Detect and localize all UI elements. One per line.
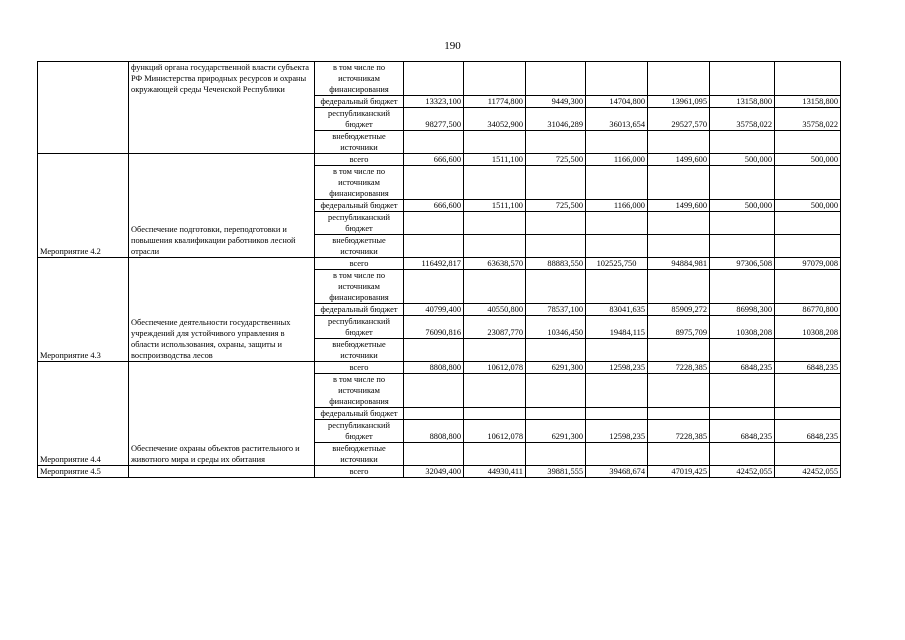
amount-cell: 6848,235: [775, 420, 841, 443]
funding-source: республиканский бюджет: [315, 420, 404, 443]
table-row: [38, 362, 841, 374]
amount-cell: [648, 270, 710, 304]
amount-cell: [710, 339, 775, 362]
amount-cell: [586, 443, 648, 466]
amount-cell: 500,000: [775, 154, 841, 166]
amount-cell: 35758,022: [710, 108, 775, 131]
amount-cell: 1511,100: [464, 200, 526, 212]
funding-source: в том числе по источникам финансирования: [315, 374, 404, 408]
amount-cell: [710, 270, 775, 304]
amount-cell: 10346,450: [526, 316, 586, 339]
measure-code: Мероприятие 4.5: [38, 466, 129, 478]
amount-cell: 7228,385: [648, 420, 710, 443]
amount-cell: 6848,235: [775, 362, 841, 374]
amount-cell: 725,500: [526, 154, 586, 166]
amount-cell: [775, 443, 841, 466]
measure-code: [38, 62, 129, 154]
amount-cell: [464, 339, 526, 362]
amount-cell: [775, 408, 841, 420]
amount-cell: [464, 374, 526, 408]
funding-source: всего: [315, 258, 404, 270]
amount-cell: 10612,078: [464, 420, 526, 443]
funding-source: федеральный бюджет: [315, 200, 404, 212]
amount-cell: 10308,208: [775, 316, 841, 339]
amount-cell: [586, 131, 648, 154]
funding-source: республиканский бюджет: [315, 316, 404, 339]
amount-cell: 34052,900: [464, 108, 526, 131]
amount-cell: [526, 339, 586, 362]
amount-cell: [648, 166, 710, 200]
amount-cell: 500,000: [710, 154, 775, 166]
amount-cell: [648, 443, 710, 466]
amount-cell: 1499,600: [648, 154, 710, 166]
amount-cell: [710, 166, 775, 200]
amount-cell: 86998,300: [710, 304, 775, 316]
amount-cell: 13323,100: [404, 96, 464, 108]
amount-cell: [464, 270, 526, 304]
amount-cell: 8808,800: [404, 420, 464, 443]
amount-cell: 40799,400: [404, 304, 464, 316]
amount-cell: 32049,400: [404, 466, 464, 478]
amount-cell: [586, 408, 648, 420]
amount-cell: 85909,272: [648, 304, 710, 316]
table-row: [38, 62, 841, 96]
amount-cell: [586, 339, 648, 362]
amount-cell: 42452,055: [775, 466, 841, 478]
amount-cell: 1166,000: [586, 154, 648, 166]
measure-description: [129, 466, 315, 478]
amount-cell: [404, 62, 464, 96]
amount-cell: [586, 235, 648, 258]
amount-cell: 6291,300: [526, 362, 586, 374]
amount-cell: [710, 131, 775, 154]
amount-cell: [404, 235, 464, 258]
amount-cell: [404, 339, 464, 362]
funding-source: всего: [315, 362, 404, 374]
amount-cell: 10612,078: [464, 362, 526, 374]
amount-cell: 13158,800: [710, 96, 775, 108]
amount-cell: [464, 62, 526, 96]
amount-cell: [526, 270, 586, 304]
amount-cell: 39468,674: [586, 466, 648, 478]
amount-cell: 31046,289: [526, 108, 586, 131]
amount-cell: 23087,770: [464, 316, 526, 339]
amount-cell: 12598,235: [586, 362, 648, 374]
amount-cell: [710, 62, 775, 96]
amount-cell: [526, 374, 586, 408]
amount-cell: 666,600: [404, 200, 464, 212]
amount-cell: [586, 62, 648, 96]
amount-cell: 1511,100: [464, 154, 526, 166]
amount-cell: [404, 408, 464, 420]
amount-cell: [775, 62, 841, 96]
amount-cell: [404, 443, 464, 466]
amount-cell: 83041,635: [586, 304, 648, 316]
amount-cell: 44930,411: [464, 466, 526, 478]
amount-cell: 19484,115: [586, 316, 648, 339]
amount-cell: 76090,816: [404, 316, 464, 339]
funding-source: внебюджетные источники: [315, 443, 404, 466]
amount-cell: 97306,508: [710, 258, 775, 270]
amount-cell: [464, 131, 526, 154]
funding-source: республиканский бюджет: [315, 212, 404, 235]
amount-cell: 725,500: [526, 200, 586, 212]
amount-cell: [464, 235, 526, 258]
amount-cell: 7228,385: [648, 362, 710, 374]
amount-cell: [710, 443, 775, 466]
measure-description: Обеспечение деятельности государственных учреждений для устойчивого управления в области использования, охраны, защиты и воспроизводства лесов: [129, 258, 315, 362]
amount-cell: 13961,095: [648, 96, 710, 108]
amount-cell: 6291,300: [526, 420, 586, 443]
funding-source: внебюджетные источники: [315, 339, 404, 362]
amount-cell: 94884,981: [648, 258, 710, 270]
amount-cell: [464, 212, 526, 235]
amount-cell: 500,000: [710, 200, 775, 212]
amount-cell: 500,000: [775, 200, 841, 212]
amount-cell: 666,600: [404, 154, 464, 166]
amount-cell: 86770,800: [775, 304, 841, 316]
funding-source: в том числе по источникам финансирования: [315, 270, 404, 304]
amount-cell: [775, 374, 841, 408]
funding-source: федеральный бюджет: [315, 304, 404, 316]
page-number: 190: [444, 40, 461, 52]
amount-cell: [404, 270, 464, 304]
amount-cell: [775, 166, 841, 200]
amount-cell: 36013,654: [586, 108, 648, 131]
amount-cell: [526, 62, 586, 96]
amount-cell: 42452,055: [710, 466, 775, 478]
amount-cell: [464, 443, 526, 466]
amount-cell: 12598,235: [586, 420, 648, 443]
table-row: [38, 466, 841, 478]
amount-cell: 29527,570: [648, 108, 710, 131]
funding-source: внебюджетные источники: [315, 235, 404, 258]
amount-cell: 8808,800: [404, 362, 464, 374]
amount-cell: [775, 212, 841, 235]
amount-cell: 1166,000: [586, 200, 648, 212]
amount-cell: 1499,600: [648, 200, 710, 212]
funding-source: в том числе по источникам финансирования: [315, 166, 404, 200]
amount-cell: [404, 374, 464, 408]
amount-cell: [648, 235, 710, 258]
amount-cell: [648, 62, 710, 96]
amount-cell: [648, 408, 710, 420]
amount-cell: [586, 374, 648, 408]
amount-cell: 13158,800: [775, 96, 841, 108]
amount-cell: 9449,300: [526, 96, 586, 108]
amount-cell: [775, 235, 841, 258]
amount-cell: 8975,709: [648, 316, 710, 339]
amount-cell: [586, 212, 648, 235]
amount-cell: [648, 212, 710, 235]
amount-cell: 47019,425: [648, 466, 710, 478]
amount-cell: 10308,208: [710, 316, 775, 339]
amount-cell: [775, 131, 841, 154]
amount-cell: [710, 374, 775, 408]
funding-source: республиканский бюджет: [315, 108, 404, 131]
amount-cell: [404, 212, 464, 235]
amount-cell: 116492,817: [404, 258, 464, 270]
funding-source: в том числе по источникам финансирования: [315, 62, 404, 96]
amount-cell: [464, 166, 526, 200]
amount-cell: [648, 339, 710, 362]
funding-source: всего: [315, 154, 404, 166]
amount-cell: [586, 166, 648, 200]
measure-code: Мероприятие 4.4: [38, 362, 129, 466]
funding-source: всего: [315, 466, 404, 478]
amount-cell: 6848,235: [710, 362, 775, 374]
table-row: [38, 258, 841, 270]
amount-cell: [404, 131, 464, 154]
amount-cell: 97079,008: [775, 258, 841, 270]
amount-cell: [526, 166, 586, 200]
amount-cell: [526, 235, 586, 258]
amount-cell: 35758,022: [775, 108, 841, 131]
amount-cell: 40550,800: [464, 304, 526, 316]
amount-cell: 88883,550: [526, 258, 586, 270]
measure-description: Обеспечение подготовки, переподготовки и повышения квалификации работников лесной отрасли: [129, 154, 315, 258]
measure-description: функций органа государственной власти субъекта РФ Министерства природных ресурсов и охраны окружающей среды Чеченской Республики: [129, 62, 315, 154]
amount-cell: 78537,100: [526, 304, 586, 316]
amount-cell: [710, 408, 775, 420]
amount-cell: [464, 408, 526, 420]
amount-cell: [648, 374, 710, 408]
measure-code: Мероприятие 4.3: [38, 258, 129, 362]
amount-cell: [526, 212, 586, 235]
amount-cell: 39881,555: [526, 466, 586, 478]
amount-cell: [404, 166, 464, 200]
measure-code: Мероприятие 4.2: [38, 154, 129, 258]
amount-cell: [710, 235, 775, 258]
amount-cell: [775, 270, 841, 304]
amount-cell: 98277,500: [404, 108, 464, 131]
amount-cell: 14704,800: [586, 96, 648, 108]
funding-source: внебюджетные источники: [315, 131, 404, 154]
amount-cell: [710, 212, 775, 235]
measure-description: Обеспечение охраны объектов растительного и животного мира и среды их обитания: [129, 362, 315, 466]
budget-table: [37, 61, 841, 478]
amount-cell: 11774,800: [464, 96, 526, 108]
table-row: [38, 154, 841, 166]
amount-cell: [526, 443, 586, 466]
amount-cell: 6848,235: [710, 420, 775, 443]
amount-cell: [526, 408, 586, 420]
amount-cell: 63638,570: [464, 258, 526, 270]
amount-cell: 102525,750: [586, 258, 648, 270]
amount-cell: [526, 131, 586, 154]
funding-source: федеральный бюджет: [315, 408, 404, 420]
amount-cell: [648, 131, 710, 154]
amount-cell: [586, 270, 648, 304]
amount-cell: [775, 339, 841, 362]
funding-source: федеральный бюджет: [315, 96, 404, 108]
